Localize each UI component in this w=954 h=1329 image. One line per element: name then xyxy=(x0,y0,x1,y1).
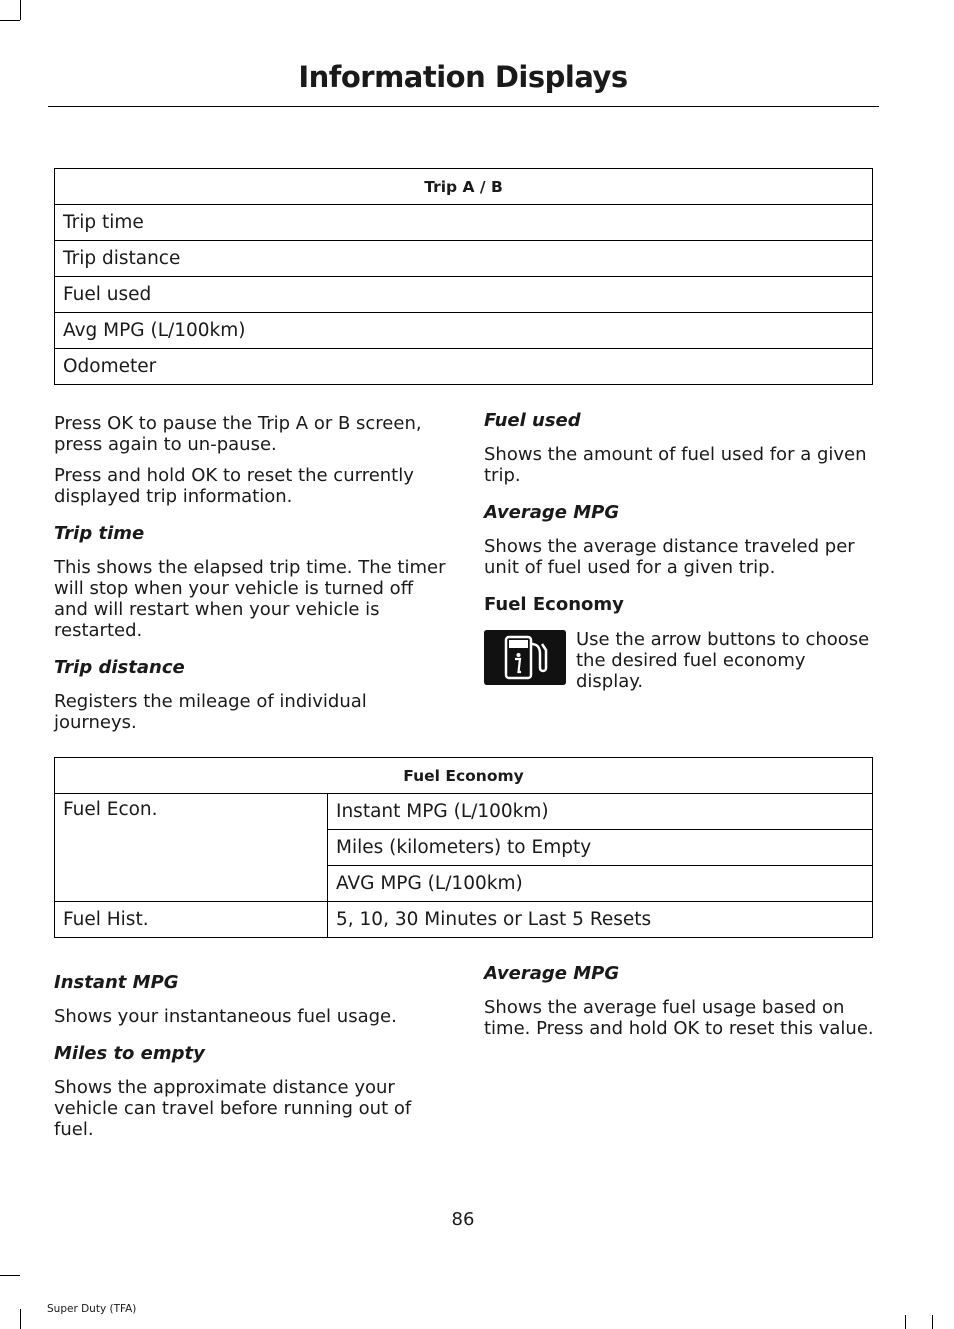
page-title: Information Displays xyxy=(298,60,628,94)
table-row: Miles (kilometers) to Empty xyxy=(328,830,873,866)
fuel-table-header: Fuel Economy xyxy=(55,758,873,794)
fuel-hist-label: Fuel Hist. xyxy=(55,902,328,938)
fuel-economy-text: Use the arrow buttons to choose the desired fuel economy display. xyxy=(576,629,870,692)
trip-table-header: Trip A / B xyxy=(55,169,873,205)
instant-mpg-text: Shows your instantaneous fuel usage. xyxy=(54,1006,397,1027)
title-divider xyxy=(48,106,879,107)
crop-mark xyxy=(0,1275,20,1276)
page-number: 86 xyxy=(451,1209,475,1230)
trip-time-text: This shows the elapsed trip time. The timer will stop when your vehicle is turned off and will restart when your vehicle is restarted. xyxy=(54,557,446,641)
crop-mark xyxy=(0,20,20,21)
average-mpg-heading-2: Average MPG xyxy=(484,963,620,984)
table-row: Trip distance xyxy=(55,241,873,277)
pause-instructions: Press OK to pause the Trip A or B screen, press again to un-pause. xyxy=(54,413,422,455)
table-row: Fuel used xyxy=(55,277,873,313)
fuel-economy-table xyxy=(54,757,873,938)
right-column-2 xyxy=(484,963,876,1039)
fuel-used-heading: Fuel used xyxy=(484,410,581,431)
crop-mark xyxy=(20,1309,21,1329)
crop-mark xyxy=(905,1315,906,1329)
instant-mpg-heading: Instant MPG xyxy=(54,972,179,993)
table-row: Instant MPG (L/100km) xyxy=(328,794,873,830)
table-row: AVG MPG (L/100km) xyxy=(328,866,873,902)
crop-mark xyxy=(20,0,21,20)
footer-text: Super Duty (TFA) xyxy=(47,1303,137,1315)
fuel-used-text: Shows the amount of fuel used for a given trip. xyxy=(484,444,867,486)
right-column-1 xyxy=(484,410,876,692)
fuel-economy-row xyxy=(484,629,876,692)
table-row: Avg MPG (L/100km) xyxy=(55,313,873,349)
table-row: Odometer xyxy=(55,349,873,385)
average-mpg-text: Shows the average distance traveled per unit of fuel used for a given trip. xyxy=(484,536,855,578)
average-mpg-text-2: Shows the average fuel usage based on time. Press and hold OK to reset this value. xyxy=(484,997,874,1039)
trip-distance-heading: Trip distance xyxy=(54,657,185,678)
fuel-econ-label: Fuel Econ. xyxy=(55,794,328,902)
miles-to-empty-text: Shows the approximate distance your vehicle can travel before running out of fuel. xyxy=(54,1077,412,1140)
miles-to-empty-heading: Miles to empty xyxy=(54,1043,205,1064)
fuel-economy-heading: Fuel Economy xyxy=(484,594,624,615)
trip-time-heading: Trip time xyxy=(54,523,145,544)
fuel-hist-value: 5, 10, 30 Minutes or Last 5 Resets xyxy=(328,902,873,938)
fuel-economy-info-icon xyxy=(484,630,566,685)
table-row: Trip time xyxy=(55,205,873,241)
left-column-1 xyxy=(54,413,449,733)
trip-table xyxy=(54,168,873,385)
average-mpg-heading: Average MPG xyxy=(484,502,620,523)
trip-distance-text: Registers the mileage of individual journeys. xyxy=(54,691,367,733)
reset-instructions: Press and hold OK to reset the currently displayed trip information. xyxy=(54,465,414,507)
crop-mark xyxy=(932,1315,933,1329)
left-column-2 xyxy=(54,972,449,1140)
